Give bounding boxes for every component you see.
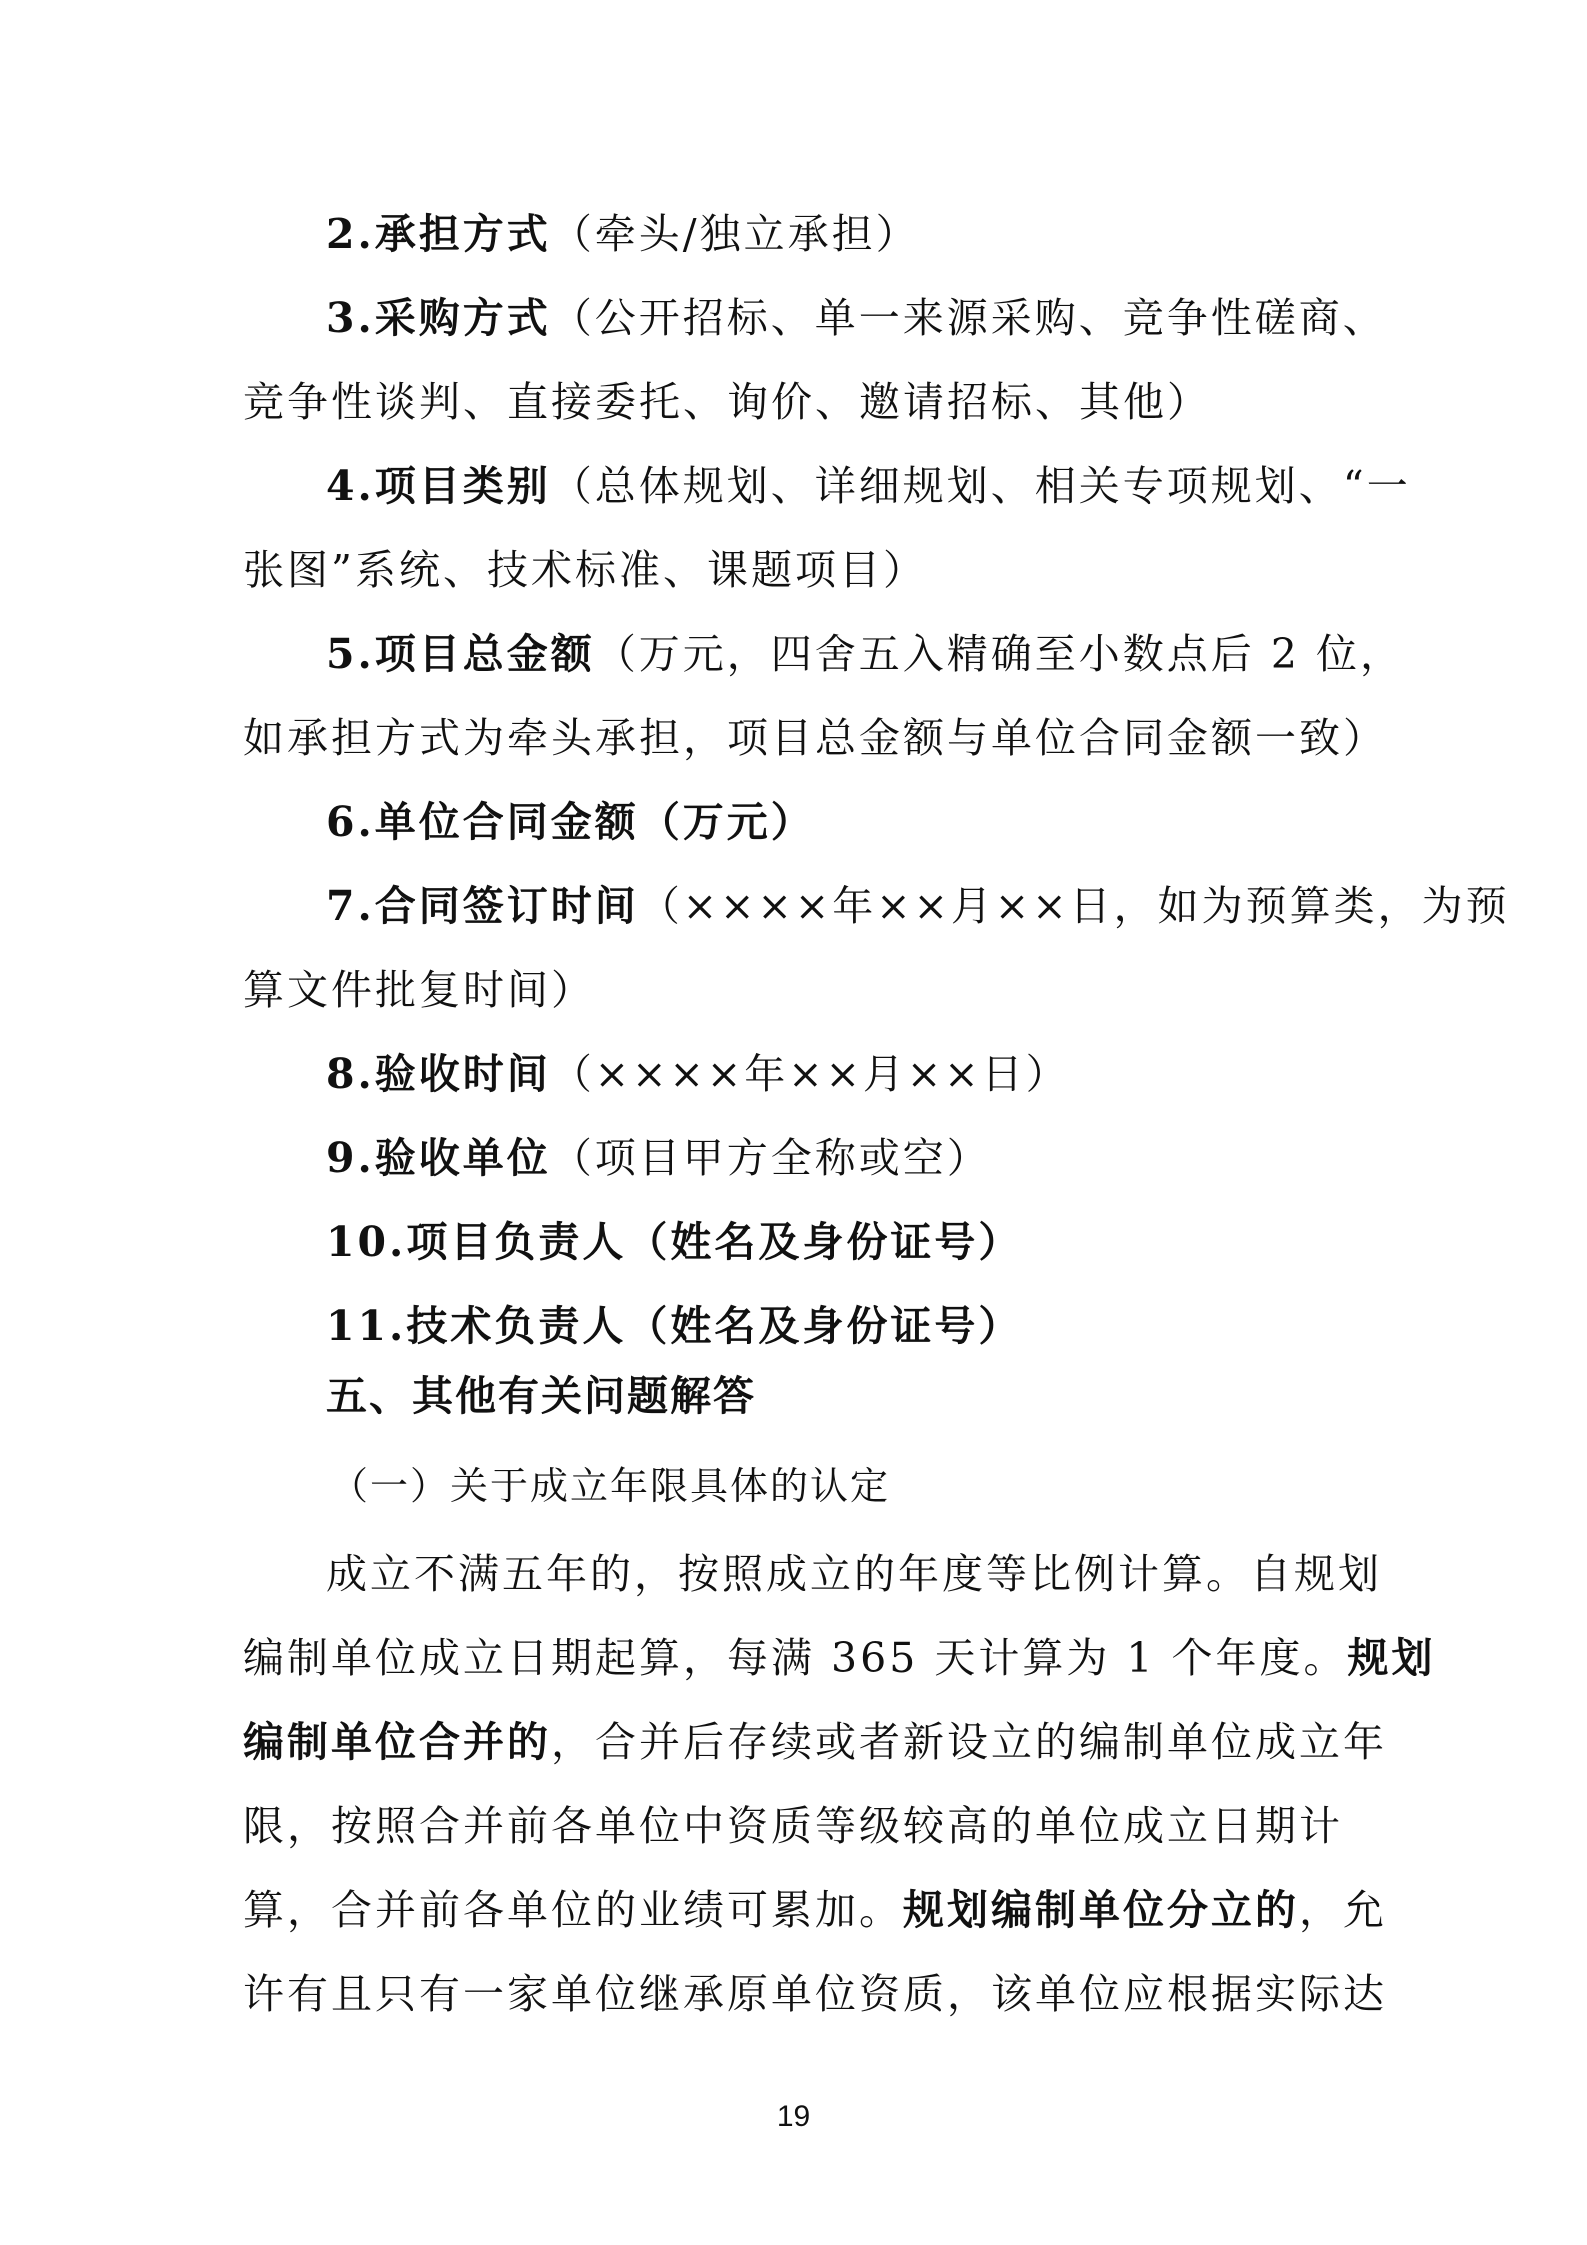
item-11	[326, 1298, 1022, 1354]
item-detail: （××××年××月××日）	[550, 1050, 1070, 1098]
item-8	[326, 1046, 1070, 1102]
item-detail: （项目甲方全称或空）	[550, 1134, 991, 1182]
item-5-continuation: 如承担方式为牵头承担，项目总金额与单位合同金额一致）	[243, 714, 1387, 762]
item-label: 11.技术负责人	[326, 1302, 627, 1350]
paragraph-text: 算，合并前各单位的业绩可累加。	[243, 1886, 903, 1934]
item-detail: （总体规划、详细规划、相关专项规划、“一	[550, 462, 1411, 510]
paragraph-bold: 规划编制单位分立的	[903, 1886, 1299, 1934]
item-3-continuation: 竞争性谈判、直接委托、询价、邀请招标、其他）	[243, 378, 1211, 426]
item-label: 8.验收时间	[326, 1050, 551, 1098]
paragraph-line: 成立不满五年的，按照成立的年度等比例计算。自规划	[326, 1550, 1382, 1598]
item-detail: （万元，四舍五入精确至小数点后 2 位，	[594, 630, 1404, 678]
item-2	[326, 206, 920, 262]
paragraph-line: 限，按照合并前各单位中资质等级较高的单位成立日期计	[243, 1802, 1343, 1850]
item-label: 6.单位合同金额	[326, 798, 639, 846]
item-5	[326, 626, 1404, 682]
item-label: 7.合同签订时间	[326, 882, 639, 930]
item-6	[326, 794, 815, 850]
item-label: 9.验收单位	[326, 1134, 551, 1182]
item-label: 10.项目负责人	[326, 1218, 627, 1266]
paragraph-text: ，允	[1299, 1886, 1387, 1934]
paragraph-bold: 规划	[1347, 1634, 1436, 1682]
item-7-continuation: 算文件批复时间）	[243, 966, 595, 1014]
item-9	[326, 1130, 991, 1186]
paragraph-line	[243, 1714, 1387, 1770]
paragraph-line	[243, 1630, 1435, 1686]
item-detail: （万元）	[638, 798, 815, 846]
subsection-heading: （一）关于成立年限具体的认定	[330, 1464, 891, 1508]
item-3	[326, 290, 1387, 346]
paragraph-line: 许有且只有一家单位继承原单位资质，该单位应根据实际达	[243, 1970, 1387, 2018]
item-label: 5.项目总金额	[326, 630, 595, 678]
item-detail: （公开招标、单一来源采购、竞争性磋商、	[550, 294, 1387, 342]
paragraph-line	[243, 1882, 1387, 1938]
item-4	[326, 458, 1411, 514]
item-label: 4.项目类别	[326, 462, 551, 510]
paragraph-text: ，合并后存续或者新设立的编制单位成立年	[551, 1718, 1387, 1766]
item-detail: （姓名及身份证号）	[626, 1302, 1023, 1350]
item-label: 2.承担方式	[326, 210, 551, 258]
paragraph-text: 编制单位成立日期起算，每满 365 天计算为 1 个年度。	[243, 1634, 1348, 1682]
item-10	[326, 1214, 1022, 1270]
paragraph-bold: 编制单位合并的	[243, 1718, 551, 1766]
item-4-continuation: 张图”系统、技术标准、课题项目）	[243, 546, 927, 594]
item-detail: （××××年××月××日，如为预算类，为预	[638, 882, 1510, 930]
item-7	[326, 878, 1510, 934]
page-number: 19	[776, 2100, 811, 2133]
item-detail: （姓名及身份证号）	[626, 1218, 1023, 1266]
item-detail: （牵头/独立承担）	[550, 210, 920, 258]
item-label: 3.采购方式	[326, 294, 551, 342]
section-heading: 五、其他有关问题解答	[326, 1372, 756, 1420]
